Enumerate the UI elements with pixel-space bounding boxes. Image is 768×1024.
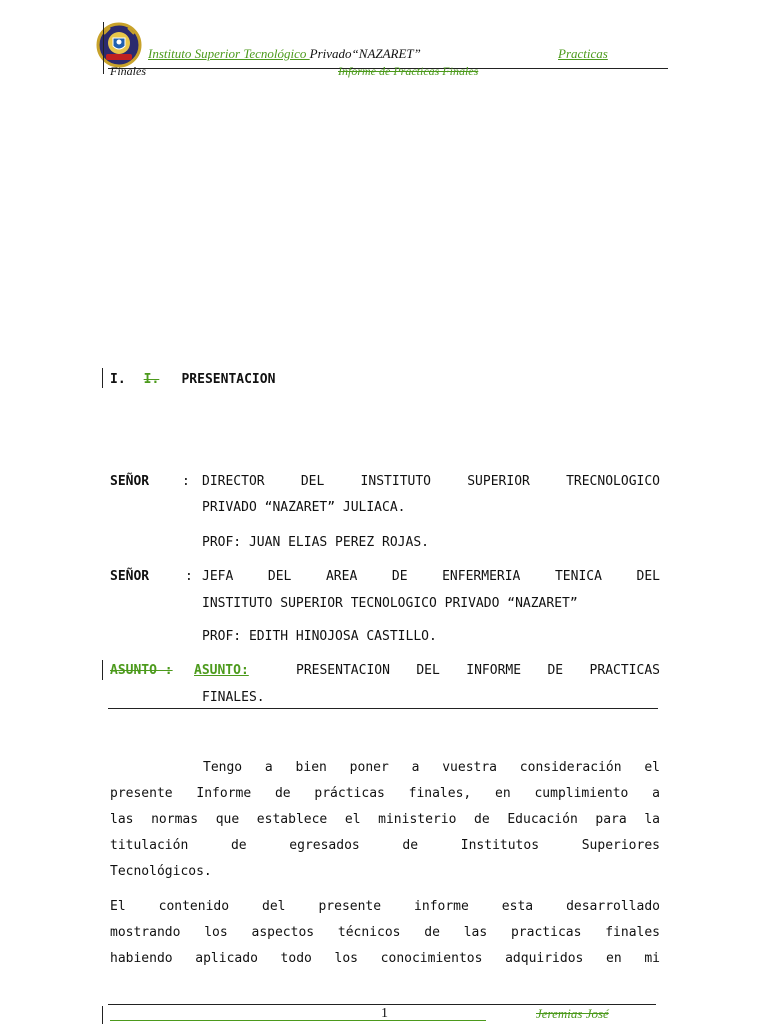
recipient-line: INSTITUTO SUPERIOR TECNOLOGICO PRIVADO “NAZARET” xyxy=(202,596,578,611)
section-number-deleted: I. xyxy=(143,372,160,387)
asunto-label-deleted: ASUNTO : xyxy=(110,663,173,678)
revision-bar xyxy=(102,660,103,680)
asunto-rule xyxy=(108,708,658,709)
paragraph-line: presente Informe de prácticas finales, en cumplimiento a xyxy=(110,786,660,801)
asunto-label: ASUNTO: xyxy=(194,663,249,678)
paragraph-line: habiendo aplicado todo los conocimientos adquiridos en mi xyxy=(110,951,660,966)
revision-bar xyxy=(102,368,103,388)
paragraph-line: El contenido del presente informe esta desarrollado xyxy=(110,899,660,914)
header-finales: Finales xyxy=(110,64,146,78)
recipient-label: SEÑOR xyxy=(110,474,150,489)
header-institute-name: Instituto Superior Tecnológico Privado“NAZARET” xyxy=(148,46,421,61)
paragraph-line: mostrando los aspectos técnicos de las practicas finales xyxy=(110,925,660,940)
paragraph-line: las normas que establece el ministerio de Educación para la xyxy=(110,812,660,827)
recipient-line: DIRECTOR DEL INSTITUTO SUPERIOR TRECNOLOGICO xyxy=(202,474,660,489)
recipient-line: PROF: JUAN ELIAS PEREZ ROJAS. xyxy=(202,535,429,550)
footer-rule xyxy=(108,1004,656,1005)
header-practicas: Practicas xyxy=(558,46,608,61)
section-number: I. xyxy=(110,372,126,387)
footer-author: Jeremias José xyxy=(536,1006,609,1021)
footer-green-rule xyxy=(110,1020,486,1021)
section-title: PRESENTACION xyxy=(181,372,276,387)
recipient-line: PROF: EDITH HINOJOSA CASTILLO. xyxy=(202,629,437,644)
section-heading xyxy=(110,372,275,387)
header-informe-deleted: Informe de Practicas Finales xyxy=(338,64,479,78)
recipient-colon: : xyxy=(182,474,190,489)
paragraph-line: Tengo a bien poner a vuestra consideración el xyxy=(203,760,660,775)
page-number: 1 xyxy=(381,1006,388,1021)
recipient-label: SEÑOR xyxy=(110,569,150,584)
recipient-line: JEFA DEL AREA DE ENFERMERIA TENICA DEL xyxy=(202,569,660,584)
paragraph-line: titulación de egresados de Institutos Superiores xyxy=(110,838,660,853)
paragraph-line: Tecnológicos. xyxy=(110,864,212,879)
recipient-line: PRIVADO “NAZARET” JULIACA. xyxy=(202,500,406,515)
revision-bar xyxy=(103,22,104,74)
revision-bar xyxy=(102,1006,103,1024)
asunto-line: FINALES. xyxy=(202,690,265,705)
recipient-colon: : xyxy=(185,569,193,584)
asunto-line: PRESENTACION DEL INFORME DE PRACTICAS xyxy=(296,663,660,678)
